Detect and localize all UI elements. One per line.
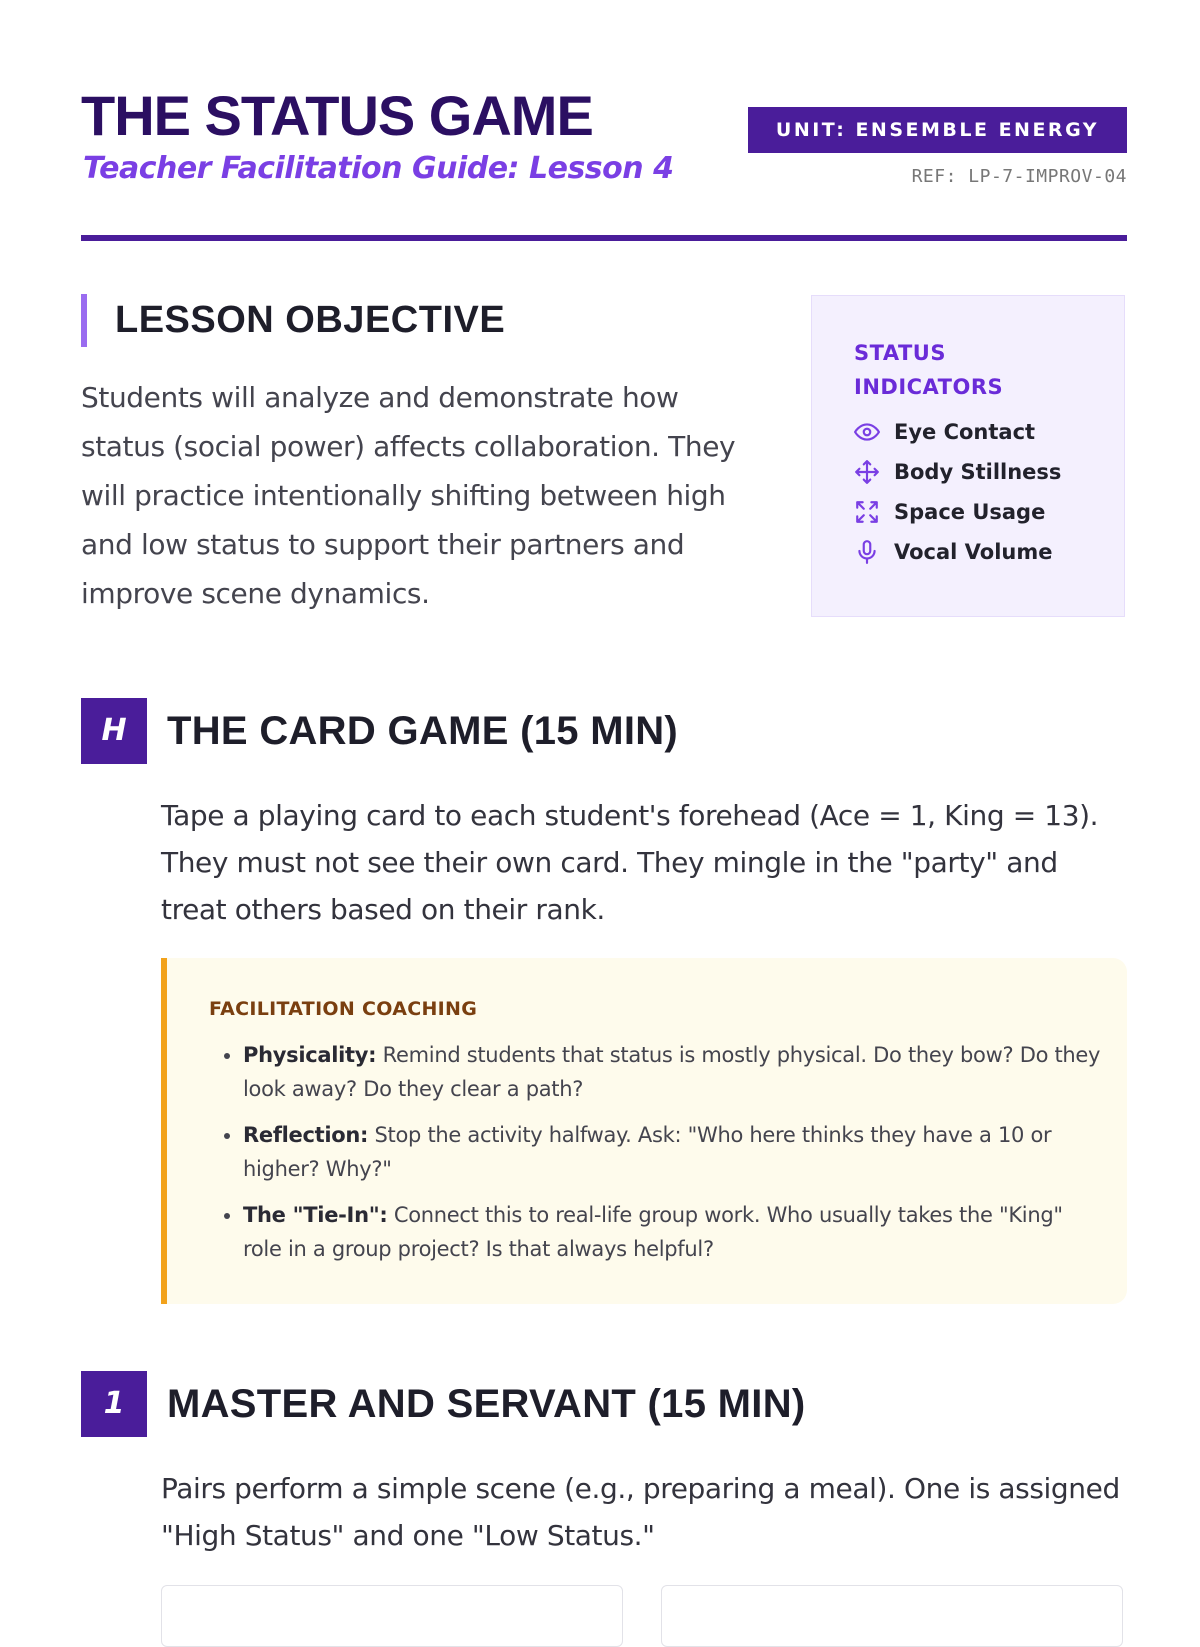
coaching-title: FACILITATION COACHING: [209, 998, 478, 1020]
move-arrows-icon: [854, 459, 880, 485]
section-number-badge: 1: [81, 1371, 147, 1437]
coaching-item-text: Stop the activity halfway. Ask: "Who here thinks they have a 10 or higher? Why?": [243, 1123, 1052, 1181]
page-header: [81, 82, 1127, 242]
unit-badge: UNIT: ENSEMBLE ENERGY: [748, 107, 1127, 153]
status-indicators-card: [811, 295, 1125, 617]
coaching-item-text: Connect this to real-life group work. Who usually takes the "King" role in a group project? Is that always helpful?: [243, 1203, 1063, 1261]
indicator-label: Vocal Volume: [894, 540, 1053, 564]
section-text: Pairs perform a simple scene (e.g., preparing a meal). One is assigned "High Status" and one "Low Status.": [161, 1472, 1120, 1552]
coaching-item-text: Remind students that status is mostly physical. Do they bow? Do they look away? Do they clear a path?: [243, 1043, 1101, 1101]
indicator-item: [854, 412, 1061, 452]
coaching-item: [243, 1038, 1103, 1106]
microphone-icon: [854, 539, 880, 565]
indicator-item: [854, 492, 1061, 532]
eye-icon: [854, 419, 880, 445]
indicator-label: Eye Contact: [894, 420, 1036, 444]
section-number-badge: H: [81, 698, 147, 764]
facilitation-coaching-box: [161, 958, 1127, 1304]
page-title: THE STATUS GAME: [81, 84, 593, 147]
indicator-item: [854, 452, 1061, 492]
coaching-item-label: The "Tie-In":: [243, 1203, 388, 1227]
section-text: Tape a playing card to each student's forehead (Ace = 1, King = 13). They must not see their own card. They mingle in the "party" and treat others based on their rank.: [161, 799, 1099, 926]
coaching-item-label: Reflection:: [243, 1123, 369, 1147]
reference-code: REF: LP-7-IMPROV-04: [911, 166, 1127, 187]
lesson-page: [81, 0, 1127, 1600]
objective-accent-bar: [81, 294, 87, 347]
section-heading: THE CARD GAME (15 MIN): [167, 709, 679, 753]
coaching-item: [243, 1198, 1103, 1266]
indicators-list: [854, 412, 1061, 572]
coaching-item: [243, 1118, 1103, 1186]
objective-text: Students will analyze and demonstrate how status (social power) affects collaboration. They will practice intentionally shifting between high and low status to support their partners and improve scene dynamics.: [81, 381, 736, 610]
objective-heading: LESSON OBJECTIVE: [115, 299, 506, 341]
indicators-title: STATUS INDICATORS: [854, 341, 1004, 399]
coaching-list: [209, 1038, 1103, 1278]
indicator-label: Body Stillness: [894, 460, 1062, 484]
status-card-low: [661, 1585, 1123, 1647]
section-heading: MASTER AND SERVANT (15 MIN): [167, 1382, 806, 1426]
coaching-item-label: Physicality:: [243, 1043, 377, 1067]
expand-icon: [854, 499, 880, 525]
indicator-label: Space Usage: [894, 500, 1046, 524]
page-subtitle: Teacher Facilitation Guide: Lesson 4: [83, 151, 674, 186]
indicator-item: [854, 532, 1061, 572]
header-divider: [81, 235, 1127, 241]
status-card-high: [161, 1585, 623, 1647]
